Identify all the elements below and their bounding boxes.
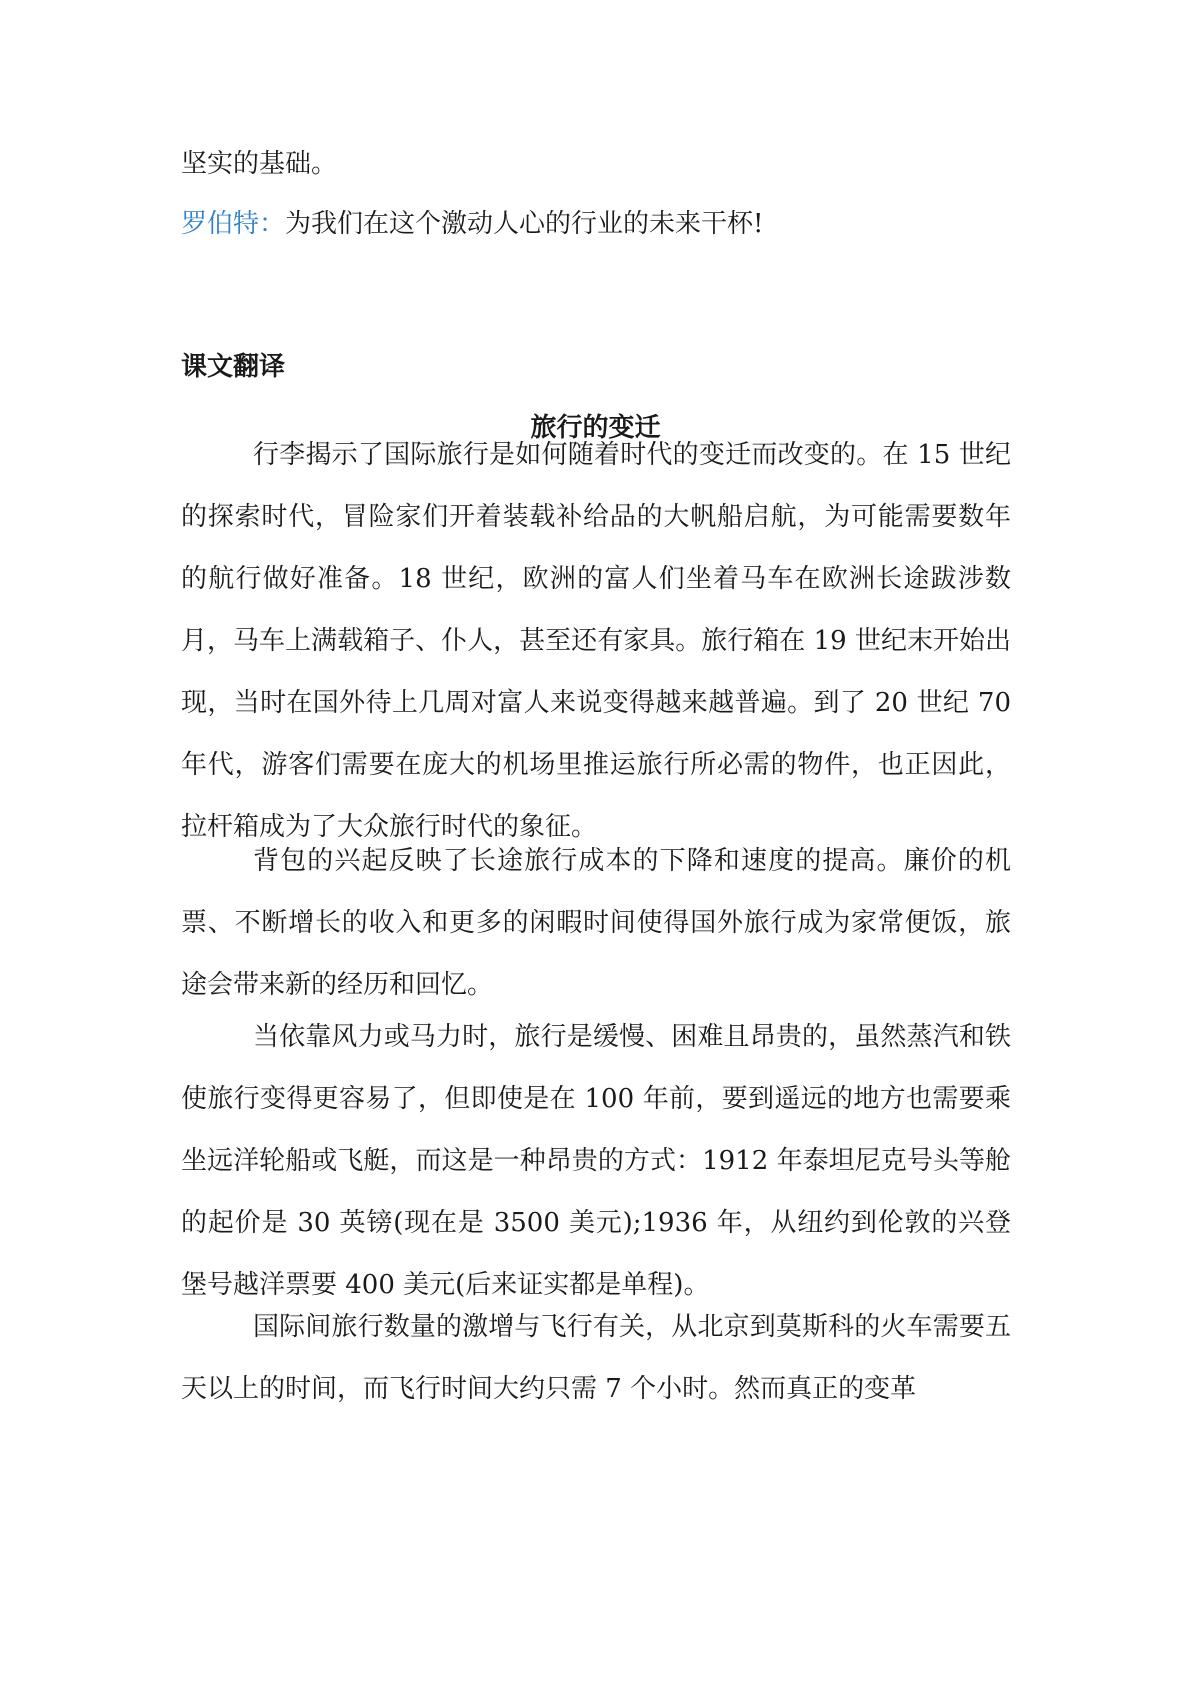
continued-line: 坚实的基础。 — [181, 149, 338, 179]
dialogue-text: 为我们在这个激动人心的行业的未来干杯! — [285, 209, 764, 239]
section-title: 课文翻译 — [181, 352, 286, 382]
paragraph-1: 行李揭示了国际旅行是如何随着时代的变迁而改变的。在 15 世纪的探索时代，冒险家们开着装载补给品的大帆船启航，为可能需要数年的航行做好准备。18 世纪，欧洲的富人们坐着马车在欧洲长途跋涉数月，马车上满载箱子、仆人，甚至还有家具。旅行箱在 19 世纪末开始出现，当时在国外待上几周对富人来说变得越来越普遍。到了 20 世纪 70 年代，游客们需要在庞大的机场里推运旅行所必需的物件，也正因此，拉杆箱成为了大众旅行时代的象征。 — [181, 440, 1011, 842]
paragraph-2: 背包的兴起反映了长途旅行成本的下降和速度的提高。廉价的机票、不断增长的收入和更多的闲暇时间使得国外旅行成为家常便饭，旅途会带来新的经历和回忆。 — [181, 846, 1011, 1000]
continued-text — [181, 133, 1011, 195]
speaker-name: 罗伯特： — [181, 209, 286, 239]
dialogue-line — [181, 193, 1011, 255]
article-title: 旅行的变迁 — [530, 413, 661, 443]
paragraph-4: 国际间旅行数量的激增与飞行有关，从北京到莫斯科的火车需要五天以上的时间，而飞行时间大约只需 7 个小时。然而真正的变革 — [181, 1312, 1011, 1404]
paragraph-3: 当依靠风力或马力时，旅行是缓慢、困难且昂贵的，虽然蒸汽和铁使旅行变得更容易了，但即使是在 100 年前，要到遥远的地方也需要乘坐远洋轮船或飞艇，而这是一种昂贵的方式：1912 年泰坦尼克号头等舱的起价是 30 英镑(现在是 3500 美元);1936 年，从纽约到伦敦的兴登堡号越洋票要 400 美元(后来证实都是单程)。 — [181, 1022, 1011, 1300]
